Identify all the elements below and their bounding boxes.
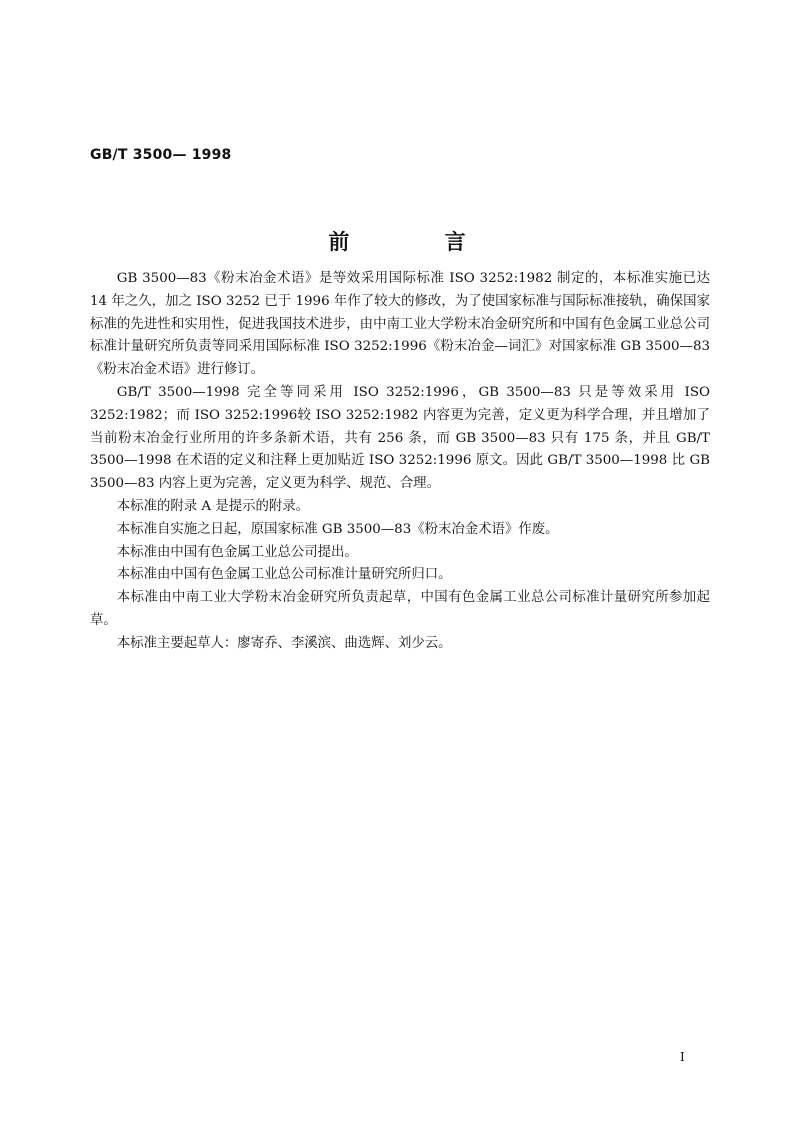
paragraph: 本标准的附录 A 是提示的附录。 [116, 498, 310, 514]
paragraph: 本标准由中南工业大学粉末冶金研究所负责起草，中国有色金属工业总公司标准计量研究所参加起草。 [90, 590, 710, 628]
paragraph: 本标准由中国有色金属工业总公司提出。 [116, 544, 358, 560]
paragraph: GB 3500—83《粉末冶金术语》是等效采用国际标准 ISO 3252:1982 制定的，本标准实施已达 14 年之久，加之 ISO 3252 已于 1996 年作了较大的修改，为了使国家标准与国际标准接轨，确保国家标准的先进性和实用性，促进我国技术进步，由中南工业大学粉末冶金研究所和中国有色金属工业总公司标准计量研究所负责等同采用国际标准 ISO 3252:1996《粉末冶金—词汇》对国家标准 GB 3500—83《粉末冶金术语》进行修订。 [90, 271, 710, 378]
paragraph: GB/T 3500—1998 完全等同采用 ISO 3252:1996，GB 3500—83 只是等效采用 ISO 3252:1982；而 ISO 3252:1996较 ISO 3252:1982 内容更为完善，定义更为科学合理，并且增加了当前粉末冶金行业所用的许多条新术语，共有 256 条，而 GB 3500—83 只有 175 条，并且 GB/T 3500—1998 在术语的定义和注释上更加贴近 ISO 3252:1996 原文。因此 GB/T 3500—1998 比 GB 3500—83 内容上更为完善，定义更为科学、规范、合理。 [90, 384, 710, 492]
document-code: GB/T 3500— 1998 [90, 147, 232, 163]
preface-body [90, 268, 710, 656]
page-title: 前 言 [328, 229, 510, 254]
paragraph: 本标准自实施之日起，原国家标准 GB 3500—83《粉末冶金术语》作废。 [116, 521, 559, 537]
paragraph: 本标准由中国有色金属工业总公司标准计量研究所归口。 [116, 567, 452, 583]
paragraph: 本标准主要起草人：廖寄乔、李溪滨、曲选辉、刘少云。 [116, 635, 452, 651]
page-number: I [680, 1050, 685, 1064]
